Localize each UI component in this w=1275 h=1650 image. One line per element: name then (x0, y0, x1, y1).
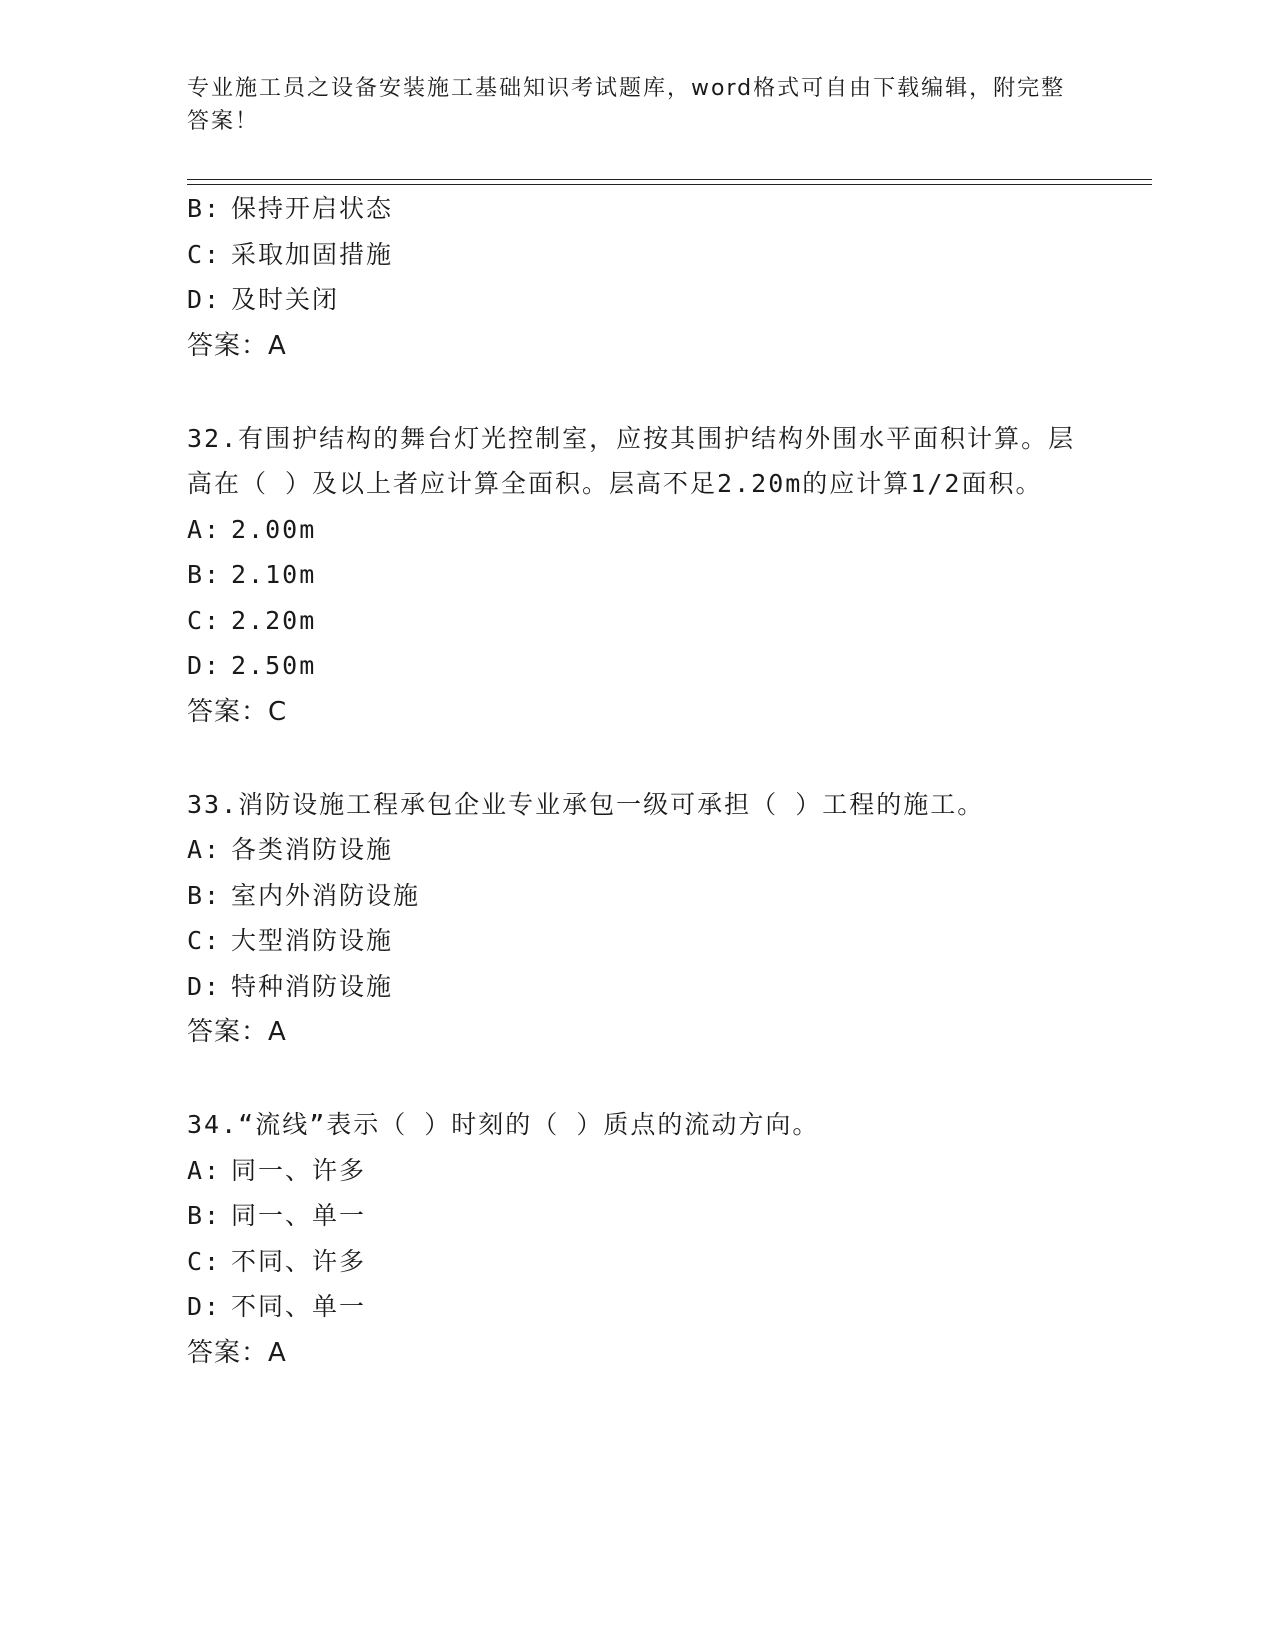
option-b (187, 552, 1087, 598)
option-b (187, 1193, 1087, 1239)
option-label: B: (187, 1201, 222, 1230)
option-text: 大型消防设施 (231, 926, 394, 955)
option-d (187, 277, 1087, 323)
option-label: A: (187, 514, 222, 544)
question-stem: 34.“流线”表示（ ）时刻的（ ）质点的流动方向。 (187, 1110, 820, 1139)
answer-line: 答案：A (187, 1337, 287, 1368)
option-text: 2.00m (231, 514, 317, 544)
question-content (187, 186, 1087, 1376)
question-stem: 33.消防设施工程承包企业专业承包一级可承担（ ）工程的施工。 (187, 789, 985, 819)
spacer (187, 1055, 1087, 1102)
option-label: C: (187, 926, 222, 955)
option-text: 同一、单一 (231, 1201, 367, 1230)
spacer (187, 369, 1087, 416)
option-d (187, 643, 1087, 689)
question-32-block (187, 416, 1087, 735)
option-label: D: (187, 1292, 222, 1321)
option-label: B: (187, 194, 222, 223)
option-text: 各类消防设施 (231, 835, 394, 864)
option-text: 2.20m (231, 605, 317, 635)
option-text: 采取加固措施 (231, 239, 394, 269)
option-a (187, 507, 1087, 553)
option-b (187, 186, 1087, 232)
option-a (187, 827, 1087, 873)
option-label: A: (187, 1155, 222, 1185)
option-text: 室内外消防设施 (231, 880, 421, 910)
question-stem: 32.有围护结构的舞台灯光控制室，应按其围护结构外围水平面积计算。层高在（ ）及以上者应计算全面积。层高不足2.20m的应计算1/2面积。 (187, 423, 1076, 498)
option-label: C: (187, 1246, 222, 1276)
option-label: C: (187, 605, 222, 635)
option-a (187, 1148, 1087, 1194)
option-c (187, 598, 1087, 644)
answer-line: 答案：A (187, 330, 287, 361)
option-b (187, 873, 1087, 919)
option-text: 及时关闭 (231, 285, 340, 314)
option-label: B: (187, 880, 222, 910)
answer-line: 答案：A (187, 1017, 287, 1047)
option-text: 2.50m (231, 651, 317, 680)
option-label: D: (187, 651, 222, 680)
option-c (187, 918, 1087, 964)
question-34-block (187, 1102, 1087, 1376)
option-text: 保持开启状态 (231, 194, 394, 223)
document-header: 专业施工员之设备安装施工基础知识考试题库，word格式可自由下载编辑，附完整答案！ (187, 76, 1066, 134)
header-rule-top (187, 179, 1152, 180)
option-c (187, 232, 1087, 278)
option-text: 不同、单一 (231, 1292, 367, 1321)
option-text: 同一、许多 (231, 1155, 367, 1185)
option-label: D: (187, 971, 222, 1001)
option-label: A: (187, 835, 222, 864)
option-text: 不同、许多 (231, 1246, 367, 1276)
option-d (187, 964, 1087, 1010)
option-text: 2.10m (231, 560, 317, 589)
option-label: B: (187, 560, 222, 589)
option-d (187, 1284, 1087, 1330)
prev-question-block (187, 186, 1087, 369)
option-label: C: (187, 239, 222, 269)
answer-line: 答案：C (187, 696, 288, 727)
option-text: 特种消防设施 (231, 971, 394, 1001)
spacer (187, 735, 1087, 782)
option-label: D: (187, 285, 222, 314)
question-33-block (187, 782, 1087, 1056)
option-c (187, 1239, 1087, 1285)
header-rule-bottom (187, 184, 1152, 185)
